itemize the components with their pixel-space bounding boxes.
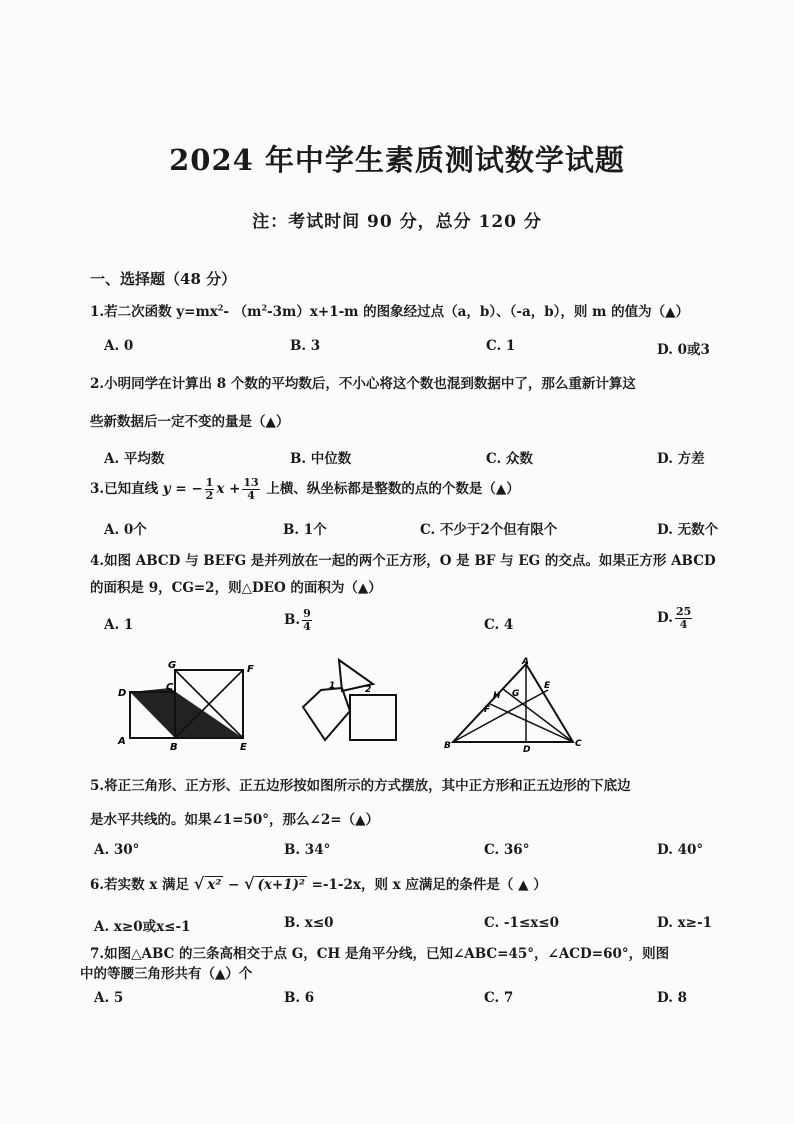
question-4-option-b-fraction <box>302 608 312 633</box>
question-6-minus: − <box>227 877 240 893</box>
question-4-option-b-num: 9 <box>303 607 311 620</box>
question-5-option-c: C. 36° <box>484 842 530 858</box>
question-3-option-b: B. 1个 <box>283 522 327 538</box>
question-7-option-b: B. 6 <box>284 990 315 1006</box>
question-1-option-a: A. 0 <box>104 338 134 354</box>
label-e: E <box>240 742 247 753</box>
question-1-stem-part-a: 1.若二次函数 y=mx <box>90 304 218 320</box>
question-1-option-d: D. 0或3 <box>657 342 710 358</box>
question-7-line-2: 中的等腰三角形共有（▲）个 <box>80 966 253 982</box>
question-6-option-b: B. x≤0 <box>284 915 334 931</box>
question-6-option-a: A. x≥0或x≤-1 <box>94 919 191 935</box>
figure-triangle-altitudes <box>440 656 590 756</box>
label-b-vertex: B <box>444 741 451 751</box>
question-5-line-2: 是水平共线的。如果∠1=50°，那么∠2=（▲） <box>90 812 379 828</box>
exam-title: 2024 年中学生素质测试数学试题 <box>169 143 625 177</box>
square-shape <box>350 695 396 740</box>
question-7-line-1: 7.如图△ABC 的三条高相交于点 G，CH 是角平分线，已知∠ABC=45°，∠ACD=60°，则图 <box>90 946 670 962</box>
question-3-stem-part-b: 上横、纵坐标都是整数的点的个数是（▲） <box>266 481 520 497</box>
label-g-point: G <box>512 689 520 699</box>
question-7-option-c: C. 7 <box>484 990 514 1006</box>
question-2-line-2: 些新数据后一定不变的量是（▲） <box>90 414 290 430</box>
label-g: G <box>168 660 177 671</box>
question-3-option-c: C. 不少于2个但有限个 <box>420 522 558 538</box>
question-5-option-a: A. 30° <box>94 842 140 858</box>
question-3-stem <box>90 477 520 502</box>
question-6-option-c: C. -1≤x≤0 <box>484 915 559 931</box>
question-4-option-d <box>657 606 694 631</box>
question-4-option-b-letter: B. <box>284 612 301 628</box>
exam-note: 注：考试时间 90 分，总分 120 分 <box>252 212 542 232</box>
label-o: O <box>216 700 225 711</box>
question-3-fraction-2-num: 13 <box>243 476 259 489</box>
label-f-point: F <box>484 705 491 715</box>
label-a: A <box>118 736 126 747</box>
label-f: F <box>247 664 254 675</box>
question-3-fraction-1-den: 2 <box>205 489 214 502</box>
question-4-option-d-fraction <box>675 606 692 631</box>
question-6-option-d: D. x≥-1 <box>657 915 712 931</box>
label-h: H <box>493 691 501 701</box>
question-1-stem-part-c: -3m）x+1-m 的图象经过点（a，b）、（-a，b），则 m 的值为（▲） <box>267 304 689 320</box>
question-7-option-d: D. 8 <box>657 990 688 1006</box>
question-3-option-a: A. 0个 <box>104 522 147 538</box>
question-6-stem-part-a: 6.若实数 x 满足 <box>90 877 190 893</box>
question-3-fraction-1 <box>205 477 215 502</box>
question-4-option-d-num: 25 <box>675 605 692 618</box>
question-1-stem-part-b: - （m <box>223 304 262 320</box>
question-3-option-d: D. 无数个 <box>657 522 719 538</box>
question-3-expr-mid: x + <box>216 481 241 497</box>
label-d-point: D <box>523 745 531 755</box>
question-6-stem <box>90 873 547 893</box>
radicand-1: x² <box>207 877 222 893</box>
question-3-fraction-2-den: 4 <box>247 489 255 502</box>
radicand-2: (x+1)² <box>257 877 305 893</box>
label-d: D <box>118 688 127 699</box>
sqrt-symbol-1: √ <box>193 874 205 893</box>
question-5-option-b: B. 34° <box>284 842 331 858</box>
label-a-vertex: A <box>522 657 529 667</box>
label-b: B <box>170 742 178 753</box>
question-2-option-c: C. 众数 <box>486 451 533 467</box>
question-4-option-b-den: 4 <box>303 620 311 633</box>
question-4-line-2: 的面积是 9，CG=2，则△DEO 的面积为（▲） <box>90 580 382 596</box>
question-5-line-1: 5.将正三角形、正方形、正五边形按如图所示的方式摆放，其中正方形和正五边形的下底边 <box>90 778 631 794</box>
question-4-line-1: 4.如图 ABCD 与 BEFG 是并列放在一起的两个正方形，O 是 BF 与 EG 的交点。如果正方形 ABCD <box>90 553 716 569</box>
question-2-option-d: D. 方差 <box>657 451 705 467</box>
figure-squares <box>110 656 270 756</box>
question-1-option-c: C. 1 <box>486 338 516 354</box>
question-6-stem-part-b: =-1-2x，则 x 应满足的条件是（ ▲ ） <box>311 877 547 893</box>
angle-1-label: 1 <box>329 681 336 691</box>
question-2-line-1: 2.小明同学在计算出 8 个数的平均数后，不小心将这个数也混到数据中了，那么重新计算这 <box>90 376 636 392</box>
triangle-abc <box>453 664 573 742</box>
question-2-option-b: B. 中位数 <box>290 451 352 467</box>
label-e-point: E <box>544 681 551 691</box>
question-2-option-a: A. 平均数 <box>104 451 165 467</box>
question-5-option-d: D. 40° <box>657 842 704 858</box>
angle-2-label: 2 <box>365 685 372 695</box>
question-3-stem-part-a: 3.已知直线 <box>90 481 159 497</box>
question-4-option-b <box>284 608 314 633</box>
section-heading: 一、选择题（48 分） <box>90 270 237 288</box>
question-3-fraction-2 <box>242 477 259 502</box>
question-7-option-a: A. 5 <box>94 990 124 1006</box>
question-4-option-c: C. 4 <box>484 617 514 633</box>
shaded-triangle-deo <box>130 688 243 738</box>
sqrt-symbol-2: √ <box>243 874 255 893</box>
question-1-stem: 1.若二次函数 $y=mx^2-$ $(m^2-3m)x+1-m$ 的图象经过点（a，b）、（-a，b），则 m 的值为（▲） <box>90 302 689 320</box>
figure-polygons <box>295 656 405 746</box>
regular-pentagon <box>303 688 350 740</box>
question-4-option-d-letter: D. <box>657 610 673 626</box>
question-4-option-a: A. 1 <box>104 617 134 633</box>
question-4-option-d-den: 4 <box>679 618 688 631</box>
question-1-option-b: B. 3 <box>290 338 321 354</box>
label-c: C <box>166 682 174 693</box>
question-3-fraction-1-num: 1 <box>205 476 214 489</box>
question-3-expr-prefix: y = − <box>162 481 203 497</box>
label-c-vertex: C <box>575 739 582 749</box>
